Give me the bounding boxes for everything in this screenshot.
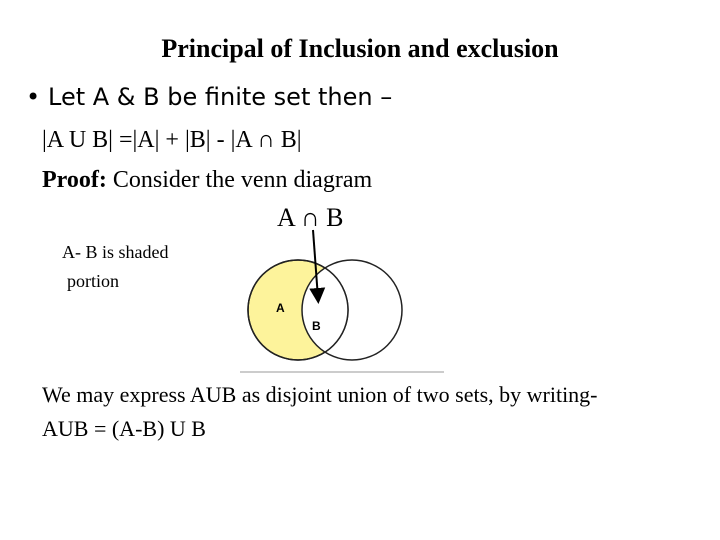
venn-label-b: B <box>312 319 321 333</box>
venn-label-a: A <box>276 301 285 315</box>
shaded-note-line1: A- B is shaded <box>62 242 169 262</box>
bullet-text: Let A & B be finite set then – <box>48 83 393 111</box>
slide-title: Principal of Inclusion and exclusion <box>161 34 559 63</box>
bullet-marker: • <box>26 83 41 111</box>
intersection-label: A ∩ B <box>277 203 344 232</box>
inclusion-exclusion-formula: |A U B| =|A| + |B| - |A ∩ B| <box>42 127 302 153</box>
express-line2: AUB = (A-B) U B <box>42 416 206 441</box>
disjoint-union-statement <box>42 378 598 446</box>
bullet-statement <box>26 80 392 114</box>
shaded-note-line2: portion <box>67 271 119 291</box>
shaded-note <box>62 238 169 296</box>
proof-text: Consider the venn diagram <box>106 167 373 193</box>
express-line1: We may express AUB as disjoint union of two sets, by writing- <box>42 382 598 407</box>
venn-diagram <box>238 228 458 378</box>
proof-line <box>42 164 372 196</box>
proof-label: Proof: <box>42 167 107 193</box>
